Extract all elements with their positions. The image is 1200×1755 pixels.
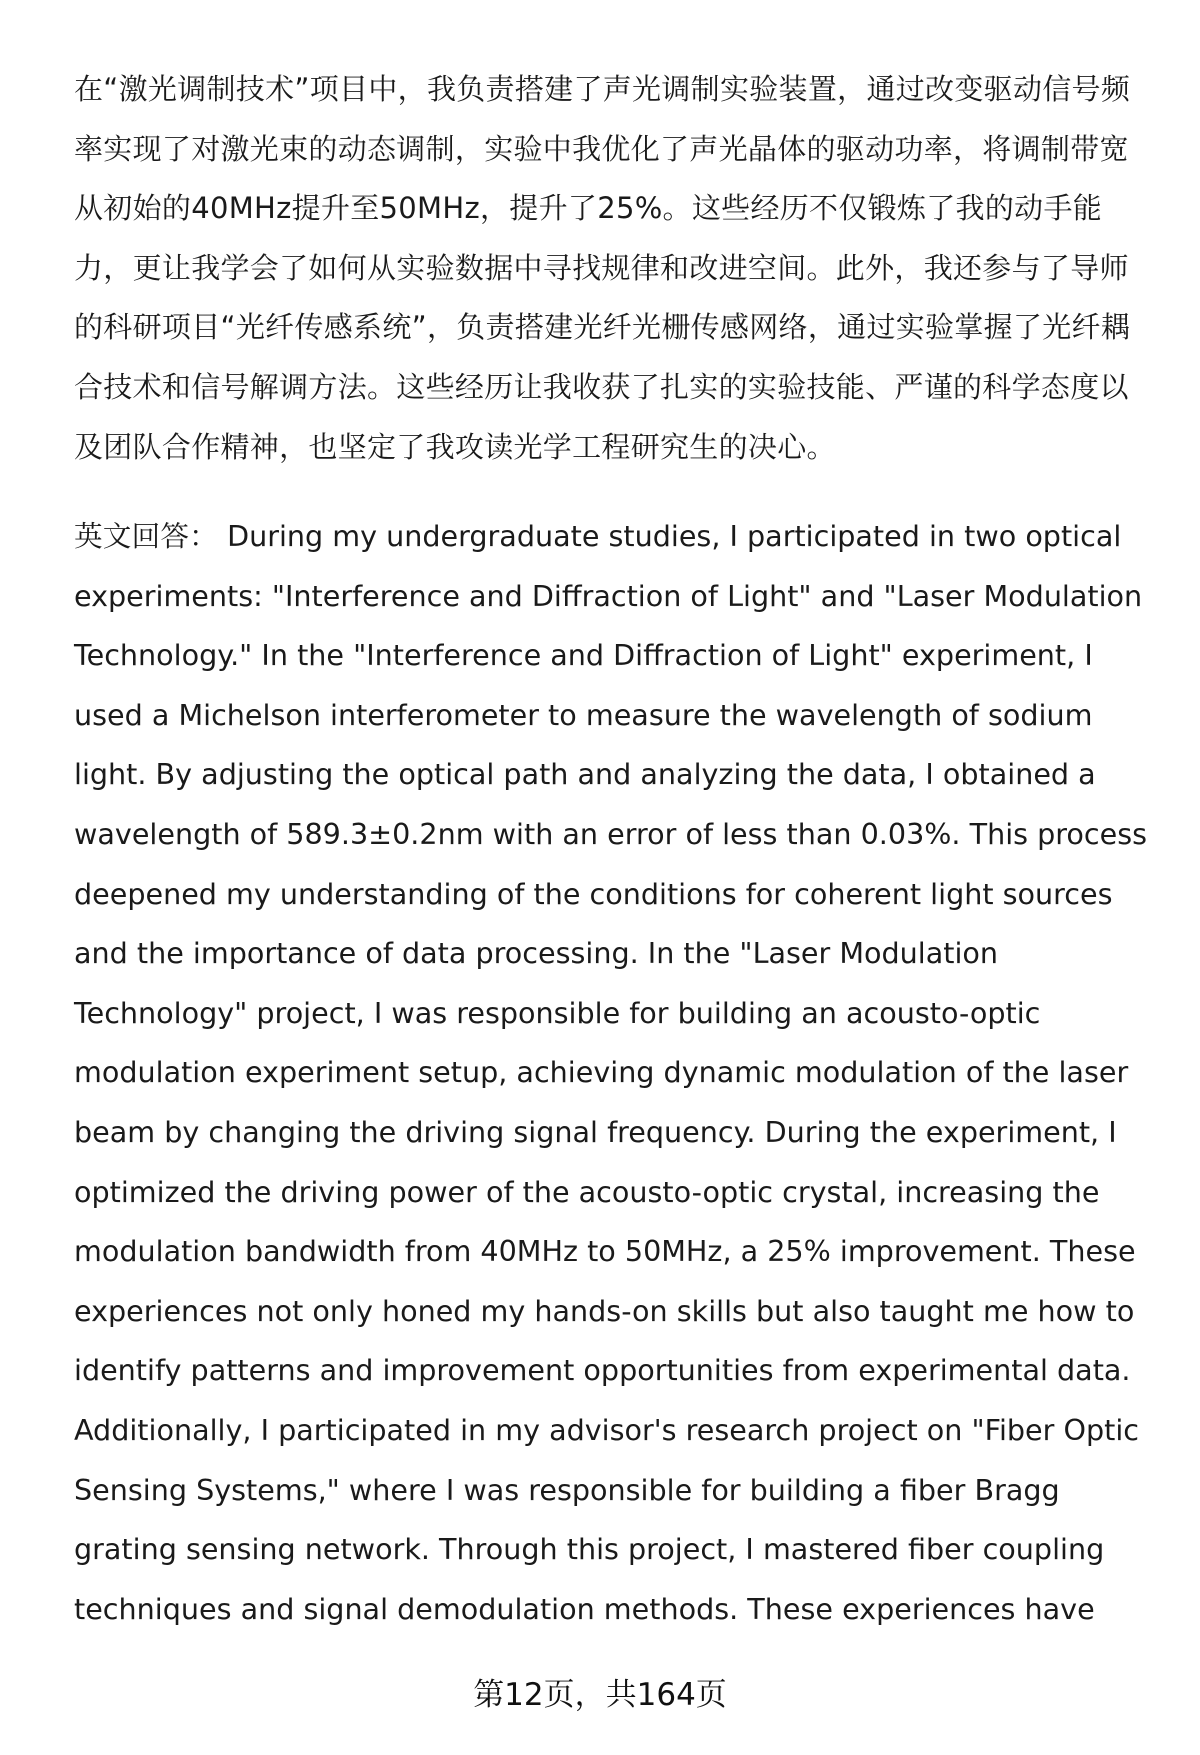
page-number-footer: 第12页，共164页 — [473, 1677, 727, 1713]
english-answer-paragraph — [74, 507, 1149, 1639]
chinese-paragraph: 在“激光调制技术”项目中，我负责搭建了声光调制实验装置，通过改变驱动信号频率实现了对激光束的动态调制，实验中我优化了声光晶体的驱动功率，将调制带宽从初始的40MHz提升至50MHz，提升了25%。这些经历不仅锻炼了我的动手能力，更让我学会了如何从实验数据中寻找规律和改进空间。此外，我还参与了导师的科研项目“光纤传感系统”，负责搭建光纤光栅传感网络，通过实验掌握了光纤耦合技术和信号解调方法。这些经历让我收获了扎实的实验技能、严谨的科学态度以及团队合作精神，也坚定了我攻读光学工程研究生的决心。 — [74, 72, 1131, 464]
english-answer-text: During my undergraduate studies, I participated in two optical experiments: "Interference and Diffraction of Light" and "Laser Modulation Technology." In the "Interference and Diffraction of Light" experiment, I used a Michelson interferometer to measure the wavelength of sodium light. By adjusting the optical path and analyzing the data, I obtained a wavelength of 589.3±0.2nm with an error of less than 0.03%. This process deepened my understanding of the conditions for coherent light sources and the importance of data processing. In the "Laser Modulation Technology" project, I was responsible for building an acousto-optic modulation experiment setup, achieving dynamic modulation of the laser beam by changing the driving signal frequency. During the experiment, I optimized the driving power of the acousto-optic crystal, increasing the modulation bandwidth from 40MHz to 50MHz, a 25% improvement. These experiences not only honed my hands-on skills but also taught me how to identify patterns and improvement opportunities from experimental data. Additionally, I participated in my advisor's research project on "Fiber Optic Sensing Systems," where I was responsible for building a fiber Bragg grating sensing network. Through this project, I mastered fiber coupling techniques and signal demodulation methods. These experiences have — [74, 519, 1148, 1626]
english-answer-label: 英文回答： — [74, 519, 218, 553]
